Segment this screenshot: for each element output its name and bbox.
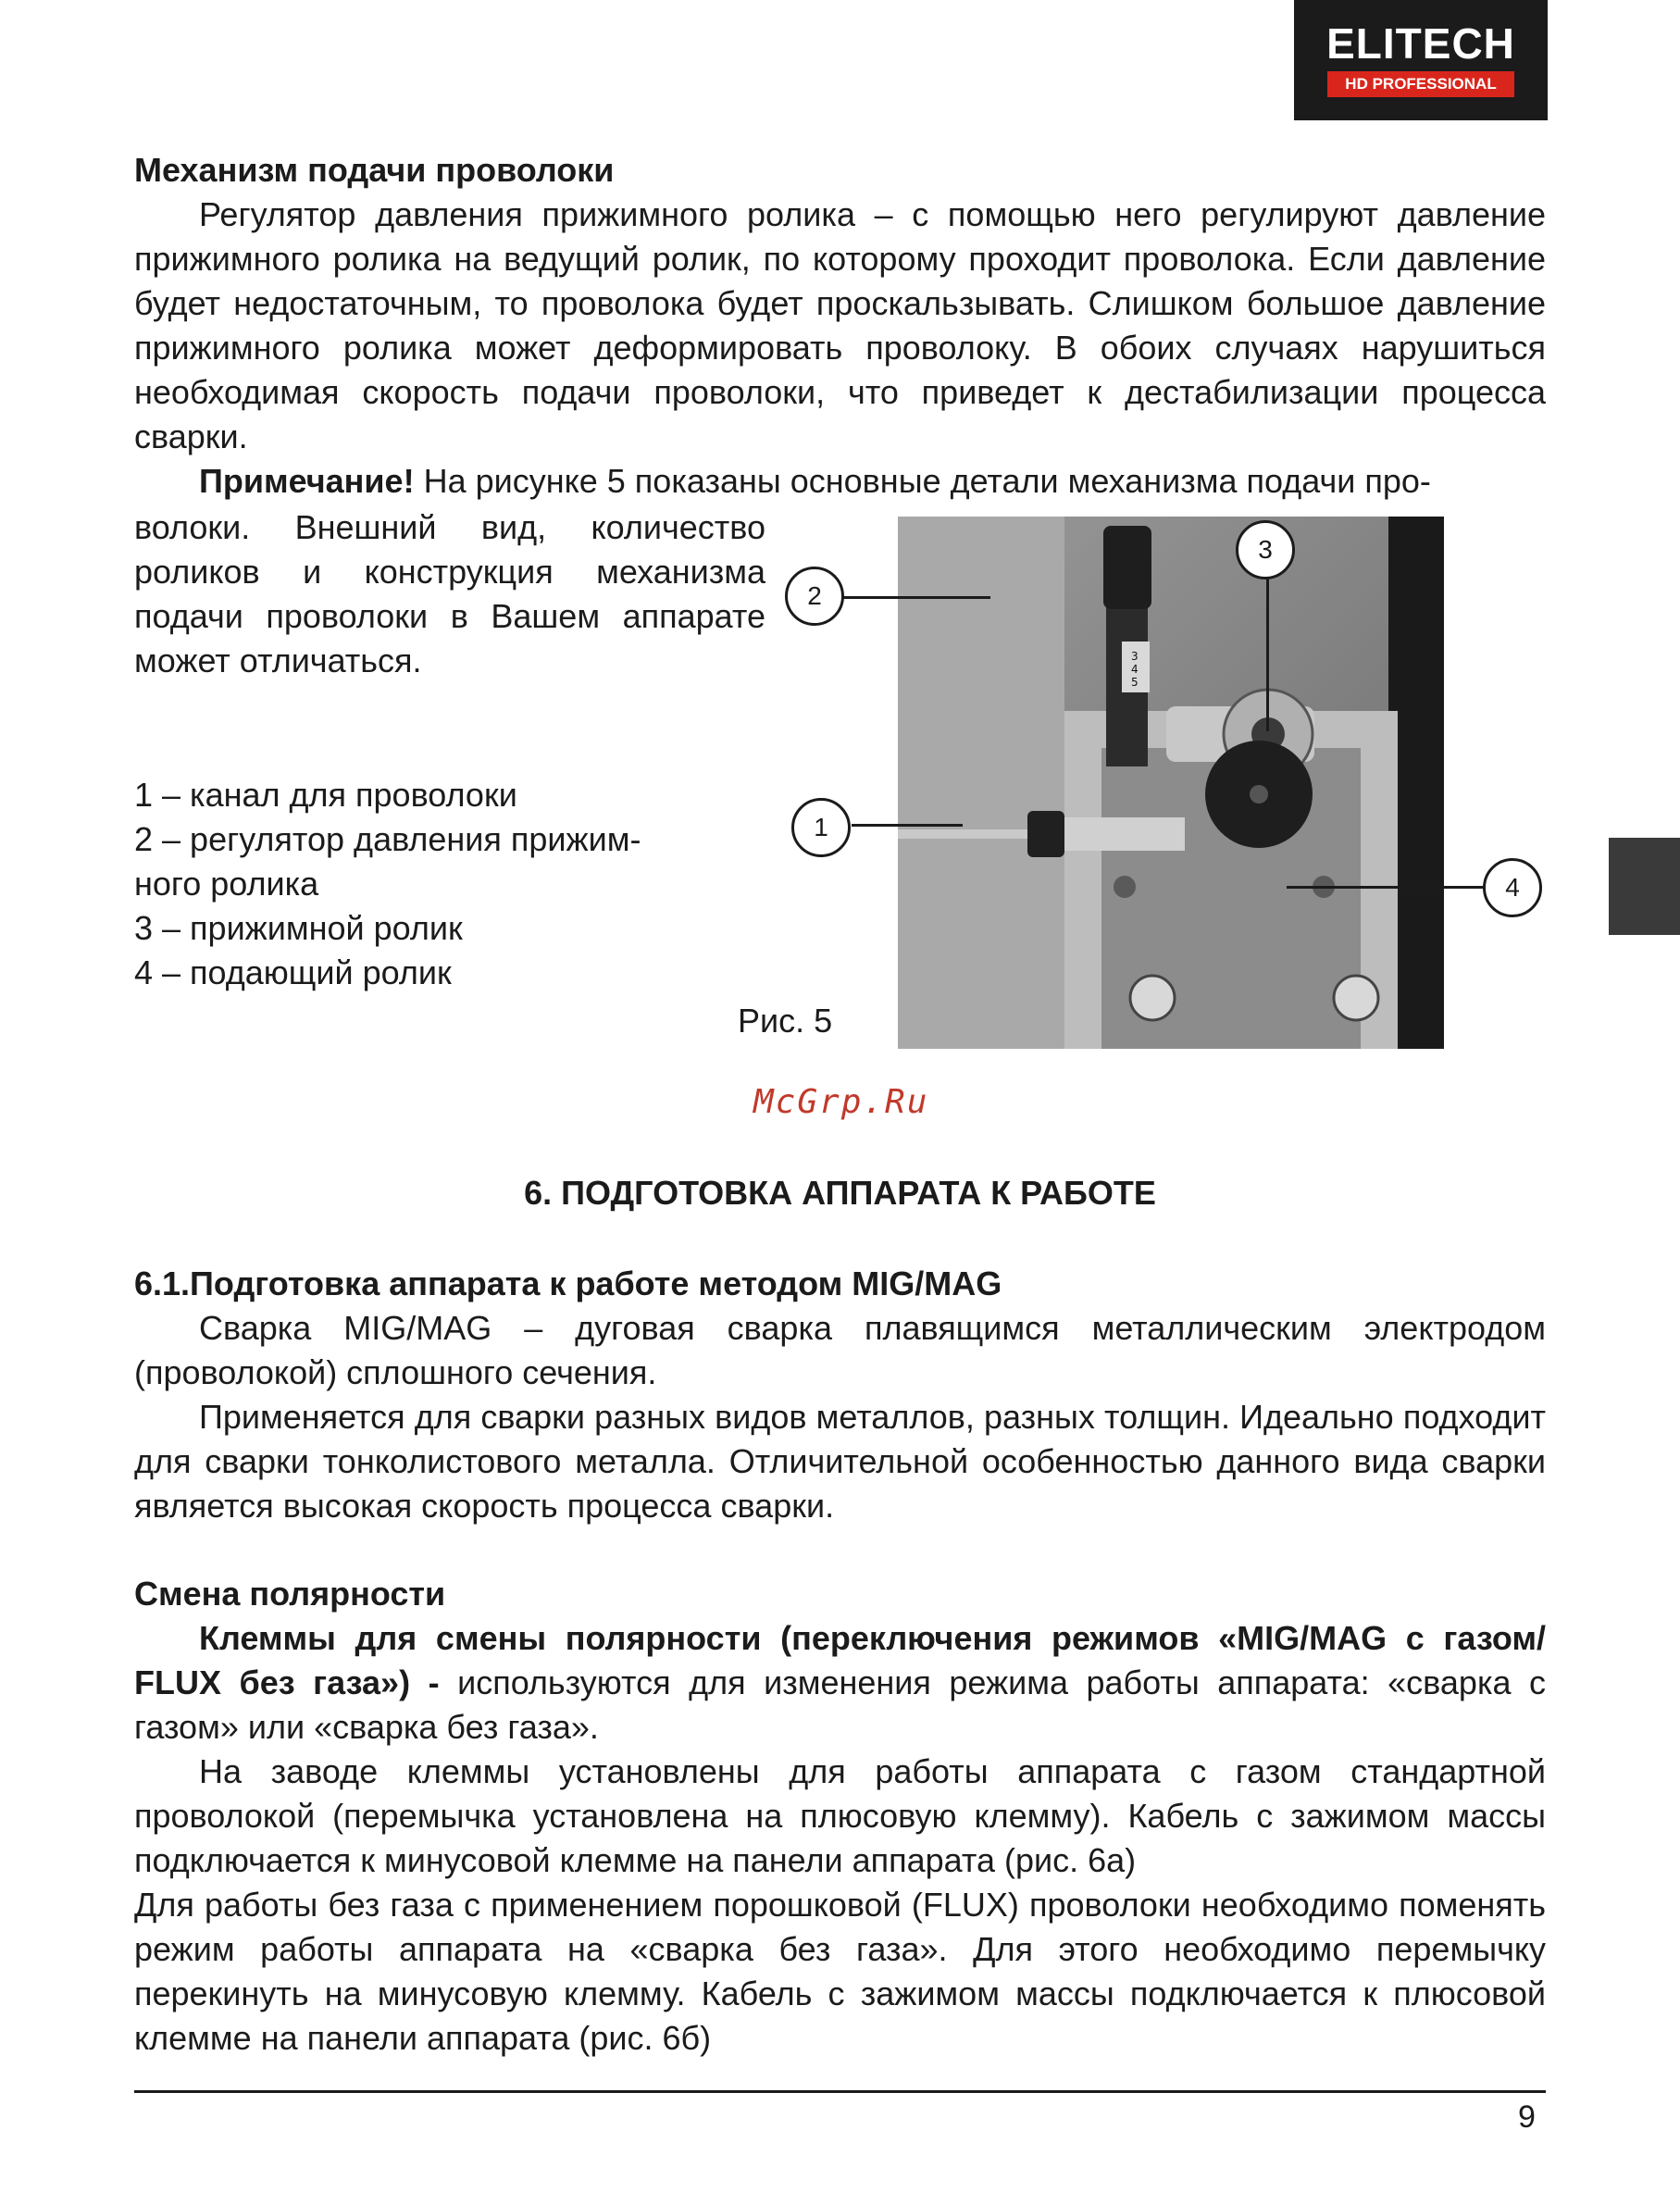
callout-4-leader: [1287, 886, 1483, 889]
callout-1: 1: [791, 798, 851, 857]
figure-caption: Рис. 5: [738, 1002, 833, 1040]
legend-item: 2 – регулятор давления прижим-: [134, 820, 641, 858]
legend-item: 3 – прижимной ролик: [134, 909, 463, 947]
watermark: McGrp.Ru: [753, 1083, 929, 1121]
callout-4: 4: [1483, 858, 1542, 917]
wire-channel: [898, 829, 1037, 839]
polarity-heading: Смена полярности: [134, 1575, 446, 1613]
page-number: 9: [1518, 2099, 1536, 2135]
callout-2-leader: [838, 596, 990, 599]
logo-sub-text: HD PROFESSIONAL: [1327, 71, 1514, 97]
feed-section: [134, 148, 1546, 504]
section-title: 6. ПОДГОТОВКА АППАРАТА К РАБОТЕ: [524, 1174, 1156, 1212]
polarity-paragraph: Для работы без газа с применением порошковой (FLUX) проволоки необходимо поменять режим работы аппарата на «сварка без газа». Для этого необходимо перемычку перекинуть на минусовую клемму. Кабель с зажимом массы подключается к плюсовой клемме на панели аппарата (рис. 6б): [134, 1886, 1546, 2057]
feed-note-line: [134, 459, 1546, 504]
polarity-text: используются для изменения режима работы аппарата: «сварка с газом» или «сварка без газа».: [134, 1663, 1547, 1746]
polarity-bold-lead: Клеммы для смены полярности (переключения режимов «MIG/MAG с газом/ FLUX без газа») -: [134, 1619, 1546, 1701]
polarity-section: [134, 1572, 1546, 2061]
callout-1-leader: [852, 824, 963, 827]
section-tab: [1609, 838, 1680, 935]
brand-logo: [1294, 0, 1548, 120]
callout-2: 2: [785, 567, 844, 626]
feed-paragraph: Регулятор давления прижимного ролика – с помощью него регулируют давление прижимного ролика на ведущий ролик, по которому проходит проволока. Если давление будет недостаточным, то проволока будет проскальзывать. Слишком большое давление прижимного ролика может деформировать проволоку. В обоих случаях нарушиться необходимая скорость подачи проволоки, что приведет к дестабилизации процесса сварки.: [134, 195, 1546, 455]
legend-item: 4 – подающий ролик: [134, 953, 452, 991]
note-label: Примечание!: [199, 462, 415, 500]
mig-paragraph: Сварка MIG/MAG – дуговая сварка плавящимся металлическим электродом (проволокой) сплошного сечения.: [134, 1309, 1546, 1391]
knob-label: 4: [1131, 663, 1139, 676]
feed-heading: Механизм подачи проволоки: [134, 151, 615, 189]
mig-section: [134, 1262, 1546, 1528]
figure-legend: [134, 773, 708, 995]
footer-rule: [134, 2090, 1546, 2093]
tension-knob: [1103, 526, 1151, 609]
callout-3-leader: [1266, 574, 1269, 731]
note-line-text: На рисунке 5 показаны основные детали механизма подачи про-: [414, 462, 1431, 500]
knob-label: 5: [1131, 676, 1139, 689]
mig-heading: 6.1.Подготовка аппарата к работе методом MIG/MAG: [134, 1264, 1002, 1302]
polarity-paragraph: На заводе клеммы установлены для работы аппарата с газом стандартной проволокой (перемычка установлена на плюсовую клемму). Кабель с зажимом массы подключается к минусовой клемме на панели аппарата (рис. 6а): [134, 1752, 1546, 1879]
callout-3: 3: [1236, 520, 1295, 579]
legend-item: 1 – канал для проволоки: [134, 776, 517, 814]
polarity-paragraph: [134, 1616, 1546, 1750]
legend-item: ного ролика: [134, 865, 319, 903]
note-side-text: волоки. Внешний вид, количество роликов и конструкция механизма подачи проволоки в Вашем аппарате может отличаться.: [134, 508, 765, 679]
mig-paragraph: Применяется для сварки разных видов металлов, разных толщин. Идеально подходит для сварки тонколистового металла. Отличительной особенностью данного вида сварки является высокая скорость процесса сварки.: [134, 1398, 1546, 1525]
knob-label: 3: [1131, 650, 1139, 663]
logo-brand-text: ELITECH: [1326, 19, 1515, 68]
